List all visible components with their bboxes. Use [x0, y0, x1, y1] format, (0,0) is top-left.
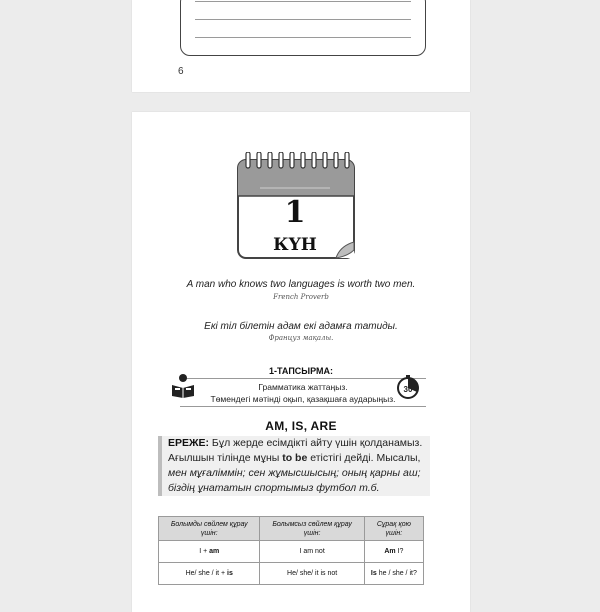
table-header-question: Сұрақ қою үшін:	[364, 517, 423, 541]
cell-verb: Am	[384, 548, 396, 555]
english-quote: A man who knows two languages is worth two men.	[186, 279, 416, 290]
writing-line	[195, 19, 411, 20]
section-title: AM, IS, ARE	[265, 419, 337, 433]
writing-line	[195, 37, 411, 38]
table-header-row	[159, 517, 424, 541]
kazakh-quote-source: Француз мақалы.	[268, 334, 334, 342]
calendar-icon	[230, 152, 360, 264]
timer-value: 30	[403, 385, 413, 394]
rule-text-1: Бұл жерде есімдікті айту үшін қолданамыз. Ағылшын тілінде мұны	[168, 437, 423, 464]
table-row	[159, 563, 424, 585]
cell-text: I?	[395, 548, 404, 555]
reading-person-icon	[170, 373, 196, 399]
rule-label: ЕРЕЖЕ:	[168, 437, 210, 449]
writing-lines-box	[180, 0, 426, 56]
page-number: 6	[178, 66, 184, 77]
task-title: 1-ТАПСЫРМА:	[269, 366, 333, 376]
task-instruction-1: Грамматика жаттаңыз.	[258, 382, 348, 392]
current-page	[132, 112, 470, 612]
timer-icon	[395, 374, 421, 400]
previous-page	[132, 0, 470, 92]
cell-text: he / she / it?	[376, 570, 417, 577]
table-cell	[364, 541, 423, 563]
cell-text: He/ she / it +	[185, 570, 228, 577]
cell-verb: Is	[370, 570, 377, 577]
table-header-negative: Болымсыз сөйлем құрау үшін:	[260, 517, 364, 541]
table-cell: He/ she/ it is not	[260, 563, 364, 585]
table-row	[159, 541, 424, 563]
kazakh-quote: Екі тіл білетін адам екі адамға татиды.	[204, 321, 398, 332]
cell-verb: am	[209, 548, 220, 555]
table-cell: I am not	[260, 541, 364, 563]
rule-examples: мен мұғаліммін; сен жұмысшысың; оның қарны аш; біздің ұнататын спортымыз футбол т.б.	[168, 467, 421, 494]
table-cell	[364, 563, 423, 585]
english-quote-source: French Proverb	[273, 293, 329, 301]
task-instruction-2: Төмендегі мәтінді оқып, қазақшаға аударыңыз.	[210, 394, 396, 404]
rule-box	[158, 436, 430, 496]
calendar-day-label: КҮН	[273, 235, 317, 255]
cell-verb: is	[227, 570, 233, 577]
task-banner	[180, 378, 426, 407]
table-cell	[159, 563, 260, 585]
cell-text: I +	[199, 548, 210, 555]
table-cell	[159, 541, 260, 563]
writing-line	[195, 1, 411, 2]
rule-text-2: етістігі дейді. Мысалы,	[307, 452, 421, 464]
table-header-affirmative: Болымды сөйлем құрау үшін:	[159, 517, 260, 541]
grammar-table	[158, 516, 424, 585]
calendar-day-number: 1	[284, 195, 306, 230]
rule-to-be: to be	[282, 452, 308, 464]
